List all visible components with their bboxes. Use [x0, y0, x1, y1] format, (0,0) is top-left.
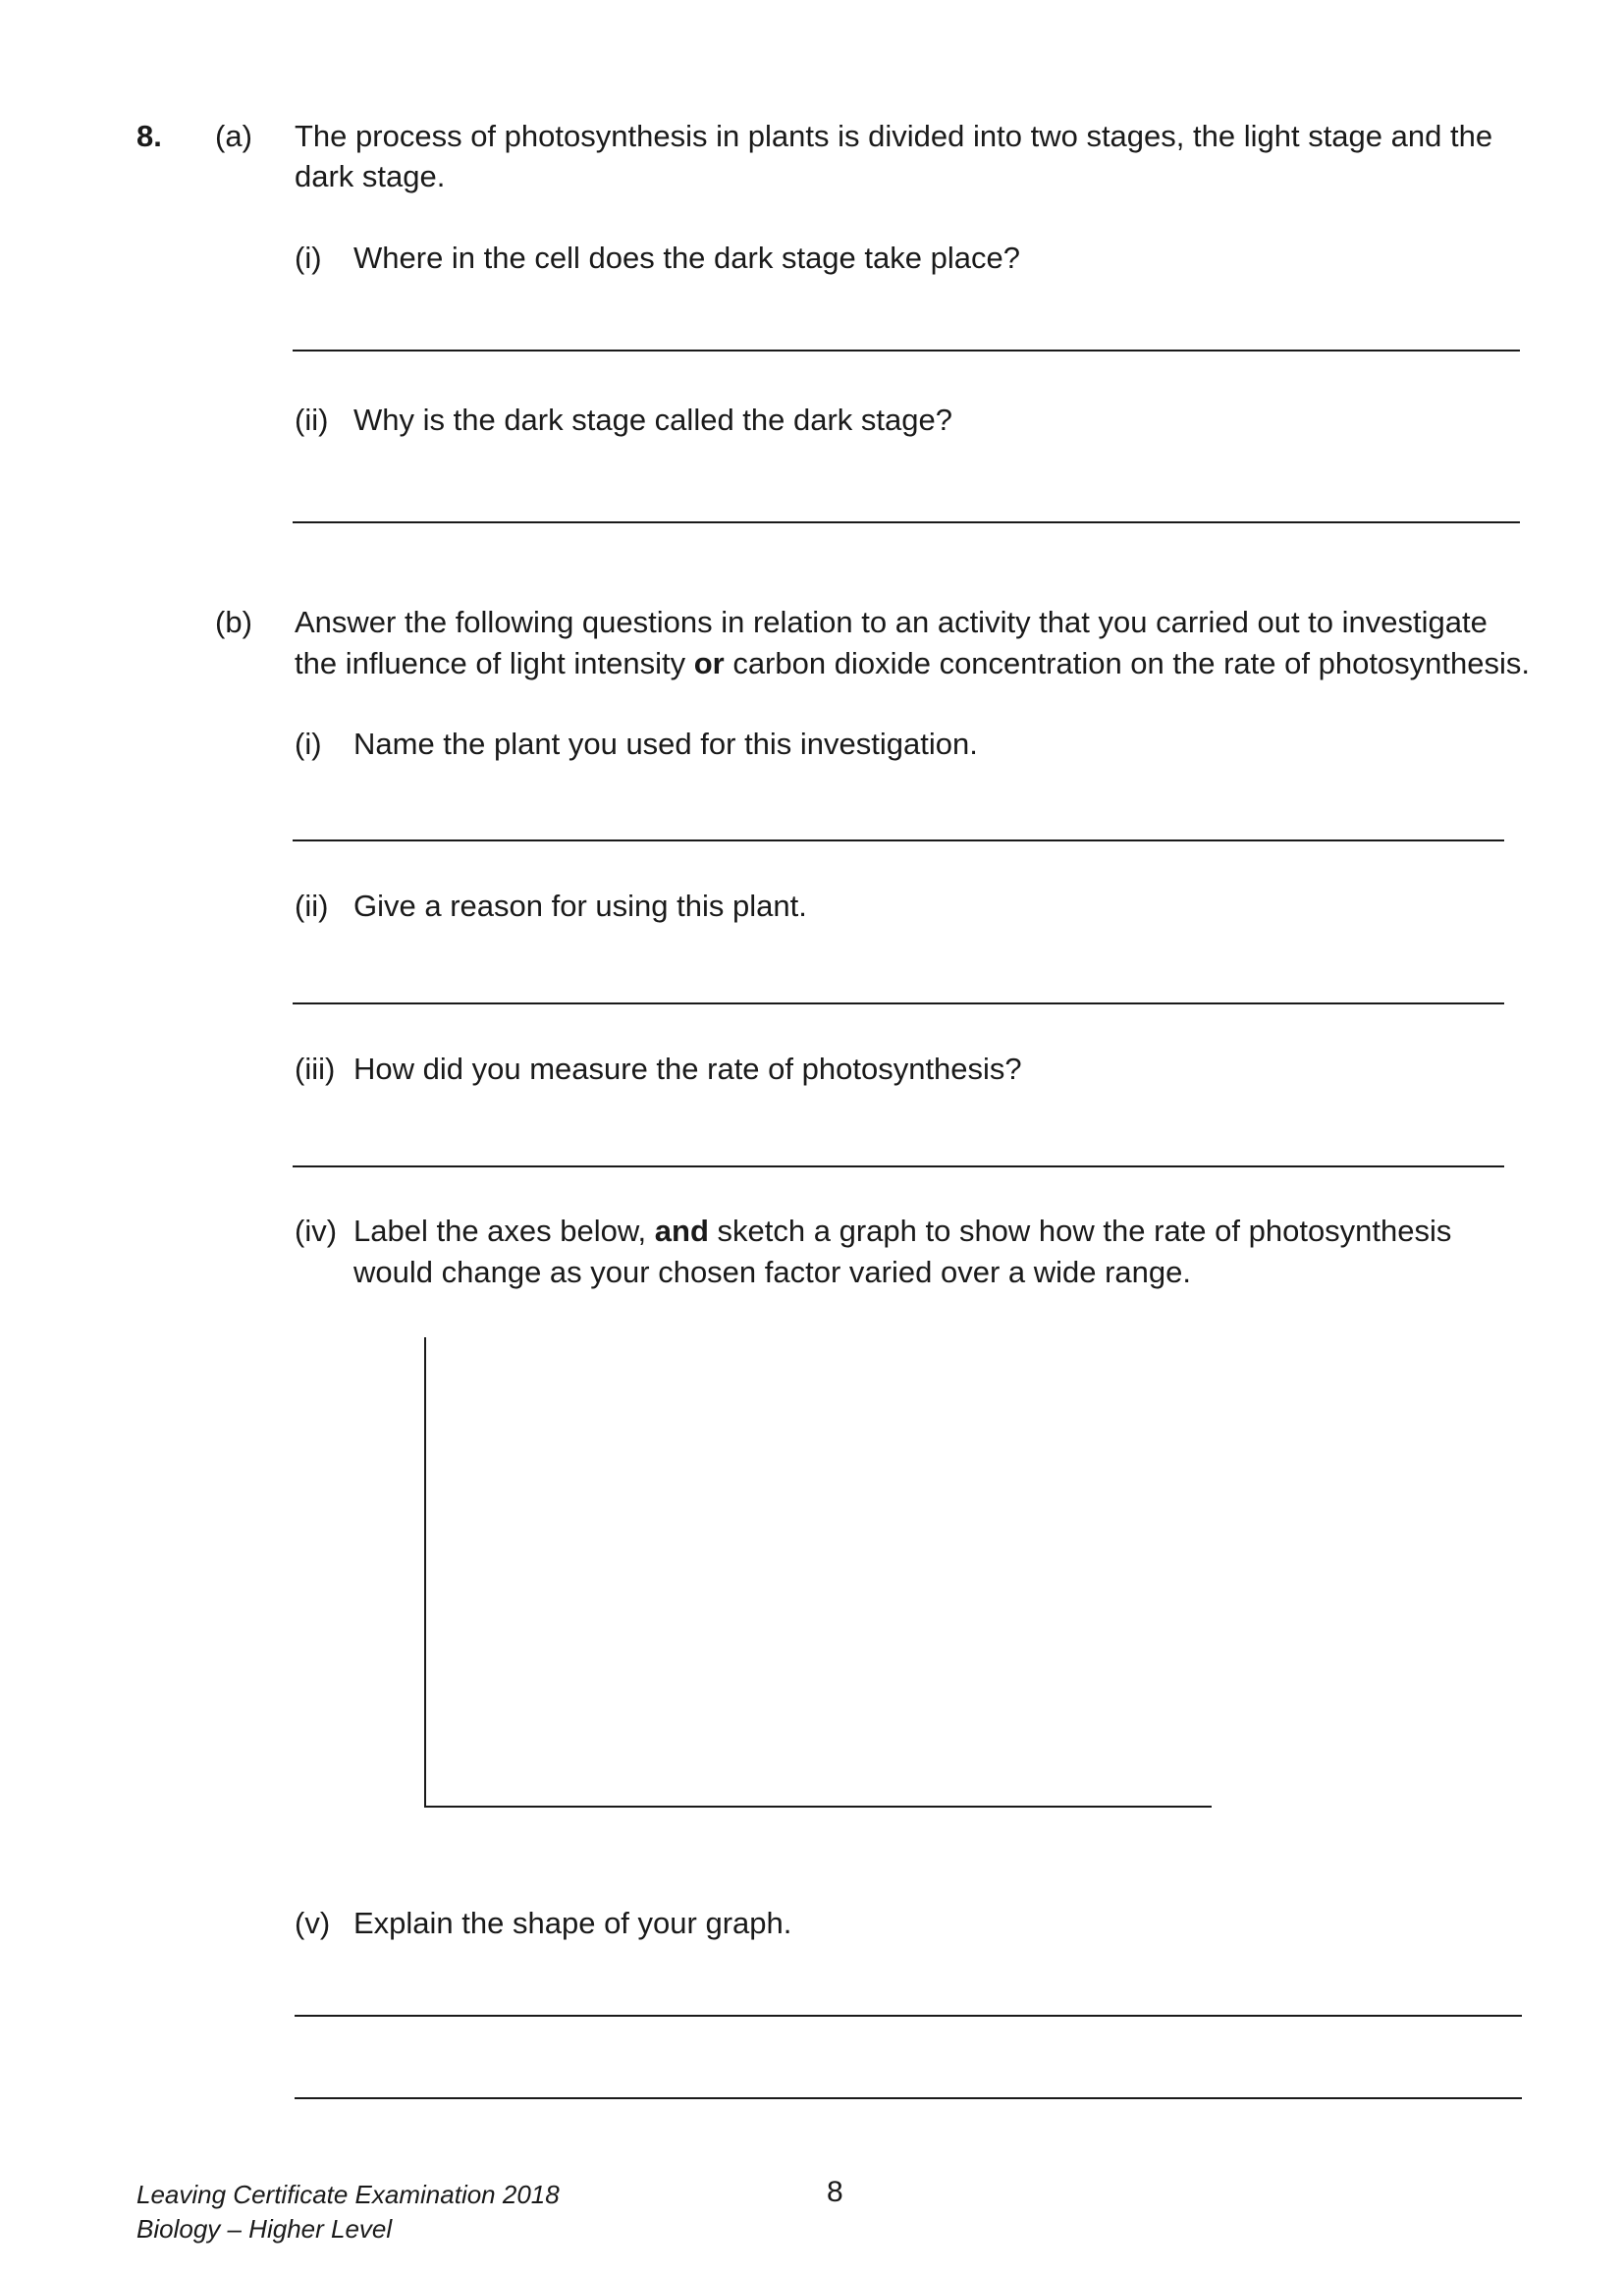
answer-line-a-i[interactable] [293, 350, 1520, 352]
part-a-i-label: (i) [295, 241, 322, 275]
answer-line-b-v-1[interactable] [295, 2015, 1522, 2017]
y-axis [424, 1337, 426, 1807]
answer-line-b-i[interactable] [293, 839, 1504, 841]
part-a-stem-line2: dark stage. [295, 159, 446, 193]
part-a-ii-label: (ii) [295, 403, 329, 437]
part-b-v-question: Explain the shape of your graph. [353, 1906, 792, 1940]
part-b-iv-line2: would change as your chosen factor varied over a wide range. [353, 1255, 1191, 1289]
part-b-iii-label: (iii) [295, 1052, 336, 1086]
part-a-stem-line1: The process of photosynthesis in plants is divided into two stages, the light stage and the [295, 119, 1493, 153]
part-b-v-label: (v) [295, 1906, 331, 1940]
part-b-iii-question: How did you measure the rate of photosynthesis? [353, 1052, 1022, 1086]
part-b-stem-line2-pre: the influence of light intensity [295, 646, 694, 680]
part-b-ii-label: (ii) [295, 889, 329, 923]
part-b-iv-line1-bold: and [654, 1214, 709, 1248]
page-number: 8 [827, 2176, 843, 2208]
x-axis [424, 1806, 1212, 1808]
part-a-label: (a) [215, 119, 252, 153]
part-a-i-question: Where in the cell does the dark stage take place? [353, 241, 1020, 275]
footer-subject: Biology – Higher Level [136, 2214, 393, 2244]
answer-line-b-v-2[interactable] [295, 2097, 1522, 2099]
part-b-stem-line2 [295, 643, 1530, 684]
part-b-label: (b) [215, 605, 252, 639]
part-b-i-label: (i) [295, 727, 322, 761]
part-b-stem-line1: Answer the following questions in relation to an activity that you carried out to investigate [295, 605, 1488, 639]
part-b-stem-line2-bold: or [693, 646, 725, 680]
part-b-ii-question: Give a reason for using this plant. [353, 889, 807, 923]
footer-exam-title: Leaving Certificate Examination 2018 [136, 2180, 560, 2209]
part-a-ii-question: Why is the dark stage called the dark stage? [353, 403, 952, 437]
part-b-i-question: Name the plant you used for this investigation. [353, 727, 978, 761]
part-b-iv-label: (iv) [295, 1214, 338, 1248]
answer-line-b-ii[interactable] [293, 1002, 1504, 1004]
question-number: 8. [136, 119, 162, 153]
part-b-iv-line1-post: sketch a graph to show how the rate of photosynthesis [708, 1214, 1452, 1248]
answer-line-b-iii[interactable] [293, 1165, 1504, 1167]
part-b-iv-line1-pre: Label the axes below, [353, 1214, 655, 1248]
answer-line-a-ii[interactable] [293, 521, 1520, 523]
part-b-iv-line1 [353, 1211, 1451, 1252]
part-b-stem-line2-post: carbon dioxide concentration on the rate of photosynthesis. [724, 646, 1531, 680]
sketch-graph-area[interactable] [424, 1337, 1214, 1809]
